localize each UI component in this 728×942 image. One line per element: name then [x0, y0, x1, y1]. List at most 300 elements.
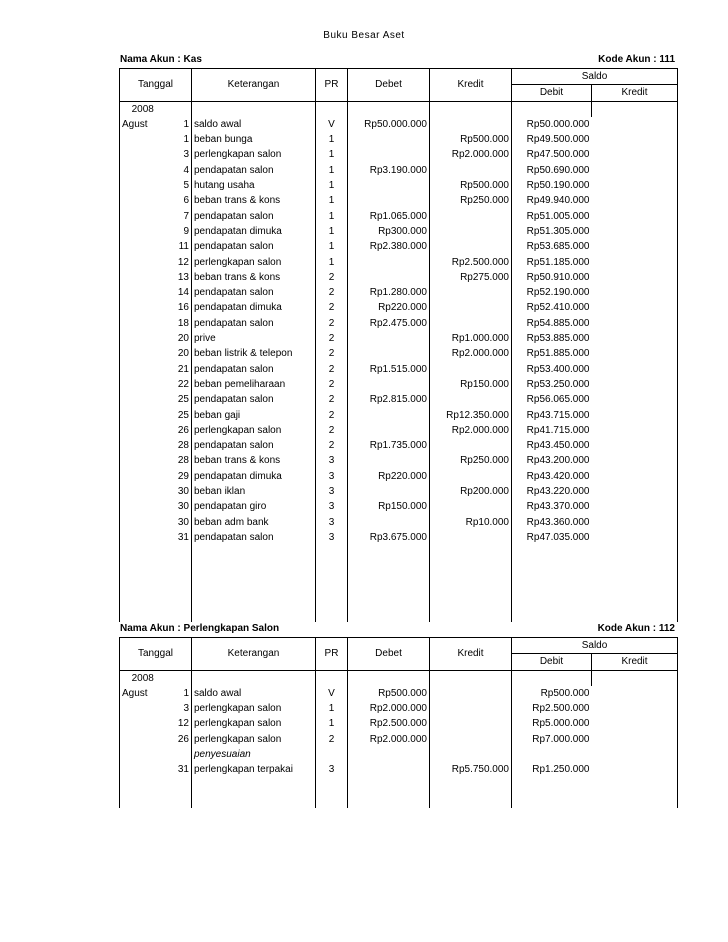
month-cell [120, 747, 166, 762]
empty-cell [592, 576, 678, 591]
debet-cell: Rp2.380.000 [348, 239, 430, 254]
empty-cell [430, 606, 512, 621]
empty-cell [192, 793, 316, 808]
kredit-cell: Rp275.000 [430, 270, 512, 285]
empty-cell [348, 101, 430, 117]
table-row [120, 484, 678, 499]
account-code: Kode Akun : 112 [597, 623, 675, 634]
month-cell [120, 224, 166, 239]
day-cell: 28 [166, 453, 192, 468]
empty-cell [348, 561, 430, 576]
saldo-debit-cell: Rp41.715.000 [526, 424, 590, 436]
year-label: 2008 [120, 670, 166, 686]
description-cell: penyesuaian [192, 747, 316, 762]
header-keterangan: Keterangan [192, 69, 316, 102]
pr-cell: 2 [316, 285, 348, 300]
kredit-cell [430, 469, 512, 484]
day-cell: 28 [166, 438, 192, 453]
table-row [120, 499, 678, 514]
month-cell [120, 285, 166, 300]
saldo-debit-cell: Rp5.000.000 [532, 718, 590, 730]
saldo-kredit-cell [592, 316, 678, 331]
debet-cell: Rp2.500.000 [348, 716, 430, 731]
table-row [120, 132, 678, 147]
saldo-debit-cell: Rp43.360.000 [526, 516, 590, 528]
kredit-cell: Rp150.000 [430, 377, 512, 392]
saldo-debit-cell: Rp52.410.000 [526, 302, 590, 314]
header-kredit: Kredit [430, 69, 512, 102]
ledger-table [119, 68, 678, 622]
saldo-debit-cell: Rp51.005.000 [526, 210, 590, 222]
description-cell: pendapatan salon [192, 362, 316, 377]
month-cell [120, 193, 166, 208]
table-row [120, 209, 678, 224]
saldo-debit-cell: Rp50.190.000 [526, 180, 590, 192]
table-row [120, 408, 678, 423]
empty-cell [592, 545, 678, 560]
empty-cell [430, 778, 512, 793]
pr-cell: 2 [316, 346, 348, 361]
kredit-cell: Rp500.000 [430, 178, 512, 193]
empty-cell [348, 606, 430, 621]
debet-cell [348, 423, 430, 438]
day-cell [166, 747, 192, 762]
empty-cell [348, 670, 430, 686]
description-cell: perlengkapan salon [192, 732, 316, 747]
saldo-kredit-cell [592, 346, 678, 361]
saldo-debit-cell: Rp49.940.000 [526, 195, 590, 207]
year-row [120, 101, 678, 117]
debet-cell: Rp1.735.000 [348, 438, 430, 453]
day-cell: 3 [166, 701, 192, 716]
description-cell: prive [192, 331, 316, 346]
saldo-kredit-cell [592, 163, 678, 178]
month-cell [120, 331, 166, 346]
kredit-cell [430, 732, 512, 747]
saldo-kredit-cell [592, 147, 678, 162]
kredit-cell [430, 499, 512, 514]
description-cell: pendapatan salon [192, 438, 316, 453]
empty-cell [316, 670, 348, 686]
table-row [120, 300, 678, 315]
empty-cell [430, 561, 512, 576]
description-cell: beban trans & kons [192, 193, 316, 208]
day-cell: 13 [166, 270, 192, 285]
description-cell: saldo awal [192, 686, 316, 701]
header-keterangan: Keterangan [192, 638, 316, 671]
description-cell: perlengkapan salon [192, 423, 316, 438]
saldo-kredit-cell [592, 484, 678, 499]
pr-cell: 1 [316, 209, 348, 224]
debet-cell [348, 346, 430, 361]
kredit-cell: Rp12.350.000 [430, 408, 512, 423]
description-cell: pendapatan salon [192, 285, 316, 300]
header-saldo: Saldo [512, 638, 678, 654]
description-cell: hutang usaha [192, 178, 316, 193]
empty-cell [192, 576, 316, 591]
table-row [120, 178, 678, 193]
saldo-debit-cell: Rp51.885.000 [526, 348, 590, 360]
empty-cell [166, 561, 192, 576]
day-cell: 7 [166, 209, 192, 224]
saldo-kredit-cell [592, 408, 678, 423]
pr-cell: 2 [316, 438, 348, 453]
day-cell: 1 [166, 686, 192, 701]
day-cell: 1 [166, 132, 192, 147]
debet-cell: Rp150.000 [348, 499, 430, 514]
header-saldo-kredit: Kredit [592, 85, 678, 101]
month-cell [120, 484, 166, 499]
day-cell: 9 [166, 224, 192, 239]
day-cell: 12 [166, 255, 192, 270]
day-cell: 26 [166, 732, 192, 747]
day-cell: 31 [166, 762, 192, 777]
empty-cell [512, 101, 592, 117]
saldo-debit-cell: Rp50.690.000 [526, 164, 590, 176]
pr-cell: 2 [316, 316, 348, 331]
empty-cell [192, 606, 316, 621]
saldo-debit-cell: Rp50.910.000 [526, 271, 590, 283]
saldo-kredit-cell [592, 362, 678, 377]
debet-cell: Rp3.675.000 [348, 530, 430, 545]
pr-cell: 3 [316, 469, 348, 484]
pr-cell: 3 [316, 515, 348, 530]
debet-cell [348, 132, 430, 147]
kredit-cell: Rp2.000.000 [430, 346, 512, 361]
empty-cell [430, 591, 512, 606]
kredit-cell: Rp500.000 [430, 132, 512, 147]
saldo-debit-cell: Rp43.715.000 [526, 409, 590, 421]
month-cell [120, 300, 166, 315]
empty-cell [192, 778, 316, 793]
spacer-cell [166, 670, 192, 686]
saldo-debit-cell: Rp50.000.000 [526, 118, 590, 130]
saldo-kredit-cell [592, 515, 678, 530]
pr-cell: 2 [316, 377, 348, 392]
kredit-cell [430, 392, 512, 407]
month-cell [120, 716, 166, 731]
pr-cell: 2 [316, 408, 348, 423]
day-cell: 30 [166, 515, 192, 530]
description-cell: pendapatan salon [192, 163, 316, 178]
kredit-cell: Rp250.000 [430, 193, 512, 208]
empty-cell [592, 606, 678, 621]
table-row [120, 515, 678, 530]
empty-cell [348, 576, 430, 591]
table-row [120, 423, 678, 438]
month-cell [120, 163, 166, 178]
pr-cell: 2 [316, 362, 348, 377]
day-cell: 29 [166, 469, 192, 484]
empty-cell [348, 591, 430, 606]
kredit-cell [430, 300, 512, 315]
saldo-debit-cell: Rp1.250.000 [532, 764, 590, 776]
debet-cell: Rp220.000 [348, 300, 430, 315]
month-cell [120, 178, 166, 193]
empty-cell [430, 670, 512, 686]
ledger-table [119, 637, 678, 808]
kredit-cell: Rp2.000.000 [430, 423, 512, 438]
description-cell: beban bunga [192, 132, 316, 147]
empty-cell [192, 591, 316, 606]
debet-cell [348, 178, 430, 193]
debet-cell: Rp220.000 [348, 469, 430, 484]
empty-cell [316, 778, 348, 793]
debet-cell [348, 762, 430, 777]
day-cell: 6 [166, 193, 192, 208]
description-cell: pendapatan dimuka [192, 469, 316, 484]
month-cell [120, 701, 166, 716]
saldo-kredit-cell [592, 255, 678, 270]
debet-cell: Rp2.815.000 [348, 392, 430, 407]
header-saldo-debit: Debit [512, 85, 592, 101]
table-row [120, 392, 678, 407]
empty-cell [430, 101, 512, 117]
saldo-debit-cell: Rp43.370.000 [526, 501, 590, 513]
day-cell: 20 [166, 331, 192, 346]
debet-cell [348, 270, 430, 285]
header-pr: PR [316, 638, 348, 671]
kredit-cell [430, 117, 512, 132]
header-tanggal: Tanggal [120, 69, 192, 102]
header-debet: Debet [348, 69, 430, 102]
saldo-kredit-cell [592, 331, 678, 346]
empty-cell [166, 793, 192, 808]
saldo-kredit-cell [592, 270, 678, 285]
debet-cell [348, 747, 430, 762]
empty-cell [512, 778, 592, 793]
empty-cell [192, 545, 316, 560]
debet-cell: Rp2.475.000 [348, 316, 430, 331]
empty-cell [316, 545, 348, 560]
pr-cell: 3 [316, 484, 348, 499]
saldo-debit-cell: Rp43.420.000 [526, 470, 590, 482]
month-cell [120, 209, 166, 224]
day-cell: 11 [166, 239, 192, 254]
month-cell [120, 469, 166, 484]
kredit-cell: Rp5.750.000 [430, 762, 512, 777]
table-row [120, 701, 678, 716]
month-cell [120, 732, 166, 747]
day-cell: 4 [166, 163, 192, 178]
day-cell: 20 [166, 346, 192, 361]
spacer-cell [166, 101, 192, 117]
debet-cell: Rp1.515.000 [348, 362, 430, 377]
day-cell: 30 [166, 484, 192, 499]
year-row [120, 670, 678, 686]
month-cell [120, 408, 166, 423]
saldo-debit-cell: Rp53.885.000 [526, 333, 590, 345]
debet-cell: Rp1.065.000 [348, 209, 430, 224]
saldo-debit-cell: Rp53.400.000 [526, 363, 590, 375]
empty-cell [316, 576, 348, 591]
pr-cell: 1 [316, 193, 348, 208]
debet-cell: Rp500.000 [348, 686, 430, 701]
kredit-cell: Rp200.000 [430, 484, 512, 499]
table-row [120, 716, 678, 731]
kredit-cell [430, 747, 512, 762]
empty-cell [192, 670, 316, 686]
header-tanggal: Tanggal [120, 638, 192, 671]
account-name: Nama Akun : Kas [120, 54, 202, 65]
month-cell [120, 377, 166, 392]
month-cell [120, 438, 166, 453]
pr-cell: 3 [316, 499, 348, 514]
kredit-cell [430, 285, 512, 300]
account-header [119, 623, 677, 637]
saldo-debit-cell: Rp52.190.000 [526, 287, 590, 299]
table-row [120, 686, 678, 701]
day-cell: 5 [166, 178, 192, 193]
pr-cell: 1 [316, 701, 348, 716]
saldo-kredit-cell [592, 193, 678, 208]
pr-cell: 1 [316, 147, 348, 162]
saldo-kredit-cell [592, 285, 678, 300]
header-saldo-debit: Debit [512, 654, 592, 670]
empty-cell [592, 670, 678, 686]
pr-cell: 2 [316, 300, 348, 315]
day-cell: 22 [166, 377, 192, 392]
table-row [120, 346, 678, 361]
description-cell: beban trans & kons [192, 453, 316, 468]
kredit-cell [430, 438, 512, 453]
saldo-kredit-cell [592, 499, 678, 514]
table-row [120, 732, 678, 747]
debet-cell: Rp2.000.000 [348, 732, 430, 747]
saldo-kredit-cell [592, 300, 678, 315]
kredit-cell [430, 686, 512, 701]
month-cell [120, 316, 166, 331]
empty-cell [316, 793, 348, 808]
kredit-cell [430, 716, 512, 731]
account-code: Kode Akun : 111 [598, 54, 675, 65]
table-row [120, 285, 678, 300]
pr-cell: V [316, 117, 348, 132]
saldo-debit-cell: Rp500.000 [540, 687, 590, 699]
saldo-debit-cell: Rp43.450.000 [526, 440, 590, 452]
description-cell: beban listrik & telepon [192, 346, 316, 361]
empty-cell [348, 793, 430, 808]
debet-cell [348, 515, 430, 530]
empty-cell [592, 778, 678, 793]
saldo-debit-cell: Rp51.305.000 [526, 225, 590, 237]
empty-cell [592, 561, 678, 576]
empty-cell [166, 606, 192, 621]
pr-cell: 3 [316, 762, 348, 777]
saldo-debit-cell: Rp49.500.000 [526, 134, 590, 146]
month-cell [120, 423, 166, 438]
debet-cell: Rp50.000.000 [348, 117, 430, 132]
day-cell: 12 [166, 716, 192, 731]
account-name: Nama Akun : Perlengkapan Salon [120, 623, 280, 634]
day-cell: 30 [166, 499, 192, 514]
empty-cell [348, 545, 430, 560]
day-cell: 25 [166, 392, 192, 407]
table-row [120, 747, 678, 762]
empty-cell [166, 778, 192, 793]
kredit-cell [430, 163, 512, 178]
empty-cell [166, 591, 192, 606]
blank-row [120, 778, 678, 793]
pr-cell: 1 [316, 132, 348, 147]
saldo-kredit-cell [592, 469, 678, 484]
saldo-debit-cell: Rp2.500.000 [532, 703, 590, 715]
month-cell [120, 255, 166, 270]
empty-cell [592, 793, 678, 808]
empty-cell [120, 778, 166, 793]
pr-cell: 1 [316, 239, 348, 254]
description-cell: pendapatan dimuka [192, 300, 316, 315]
empty-cell [348, 778, 430, 793]
day-cell: 1 [166, 117, 192, 132]
empty-cell [166, 576, 192, 591]
empty-cell [192, 101, 316, 117]
empty-cell [512, 591, 592, 606]
empty-cell [120, 793, 166, 808]
saldo-kredit-cell [592, 239, 678, 254]
description-cell: pendapatan salon [192, 316, 316, 331]
table-row [120, 117, 678, 132]
saldo-debit-cell: Rp43.200.000 [526, 455, 590, 467]
kredit-cell: Rp2.500.000 [430, 255, 512, 270]
day-cell: 18 [166, 316, 192, 331]
table-row [120, 163, 678, 178]
month-cell [120, 392, 166, 407]
pr-cell: V [316, 686, 348, 701]
pr-cell: 2 [316, 423, 348, 438]
day-cell: 26 [166, 423, 192, 438]
empty-cell [120, 561, 166, 576]
month-cell [120, 346, 166, 361]
table-row [120, 147, 678, 162]
kredit-cell: Rp1.000.000 [430, 331, 512, 346]
saldo-kredit-cell [592, 747, 678, 762]
saldo-kredit-cell [592, 686, 678, 701]
month-cell [120, 762, 166, 777]
saldo-kredit-cell [592, 716, 678, 731]
kredit-cell [430, 316, 512, 331]
table-row [120, 362, 678, 377]
kredit-cell [430, 224, 512, 239]
pr-cell: 3 [316, 453, 348, 468]
month-cell [120, 499, 166, 514]
table-row [120, 453, 678, 468]
saldo-kredit-cell [592, 732, 678, 747]
description-cell: pendapatan salon [192, 209, 316, 224]
day-cell: 14 [166, 285, 192, 300]
month-cell [120, 270, 166, 285]
month-cell [120, 239, 166, 254]
month-cell [120, 453, 166, 468]
saldo-kredit-cell [592, 423, 678, 438]
header-debet: Debet [348, 638, 430, 671]
saldo-debit-cell: Rp54.885.000 [526, 317, 590, 329]
saldo-kredit-cell [592, 377, 678, 392]
saldo-debit-cell: Rp43.220.000 [526, 486, 590, 498]
month-cell: Agust [120, 117, 166, 132]
day-cell: 16 [166, 300, 192, 315]
pr-cell: 2 [316, 392, 348, 407]
document-title: Buku Besar Aset [323, 30, 405, 41]
description-cell: perlengkapan salon [192, 701, 316, 716]
day-cell: 3 [166, 147, 192, 162]
month-cell: Agust [120, 686, 166, 701]
month-cell [120, 515, 166, 530]
description-cell: beban pemeliharaan [192, 377, 316, 392]
saldo-kredit-cell [592, 392, 678, 407]
description-cell: pendapatan salon [192, 392, 316, 407]
day-cell: 21 [166, 362, 192, 377]
